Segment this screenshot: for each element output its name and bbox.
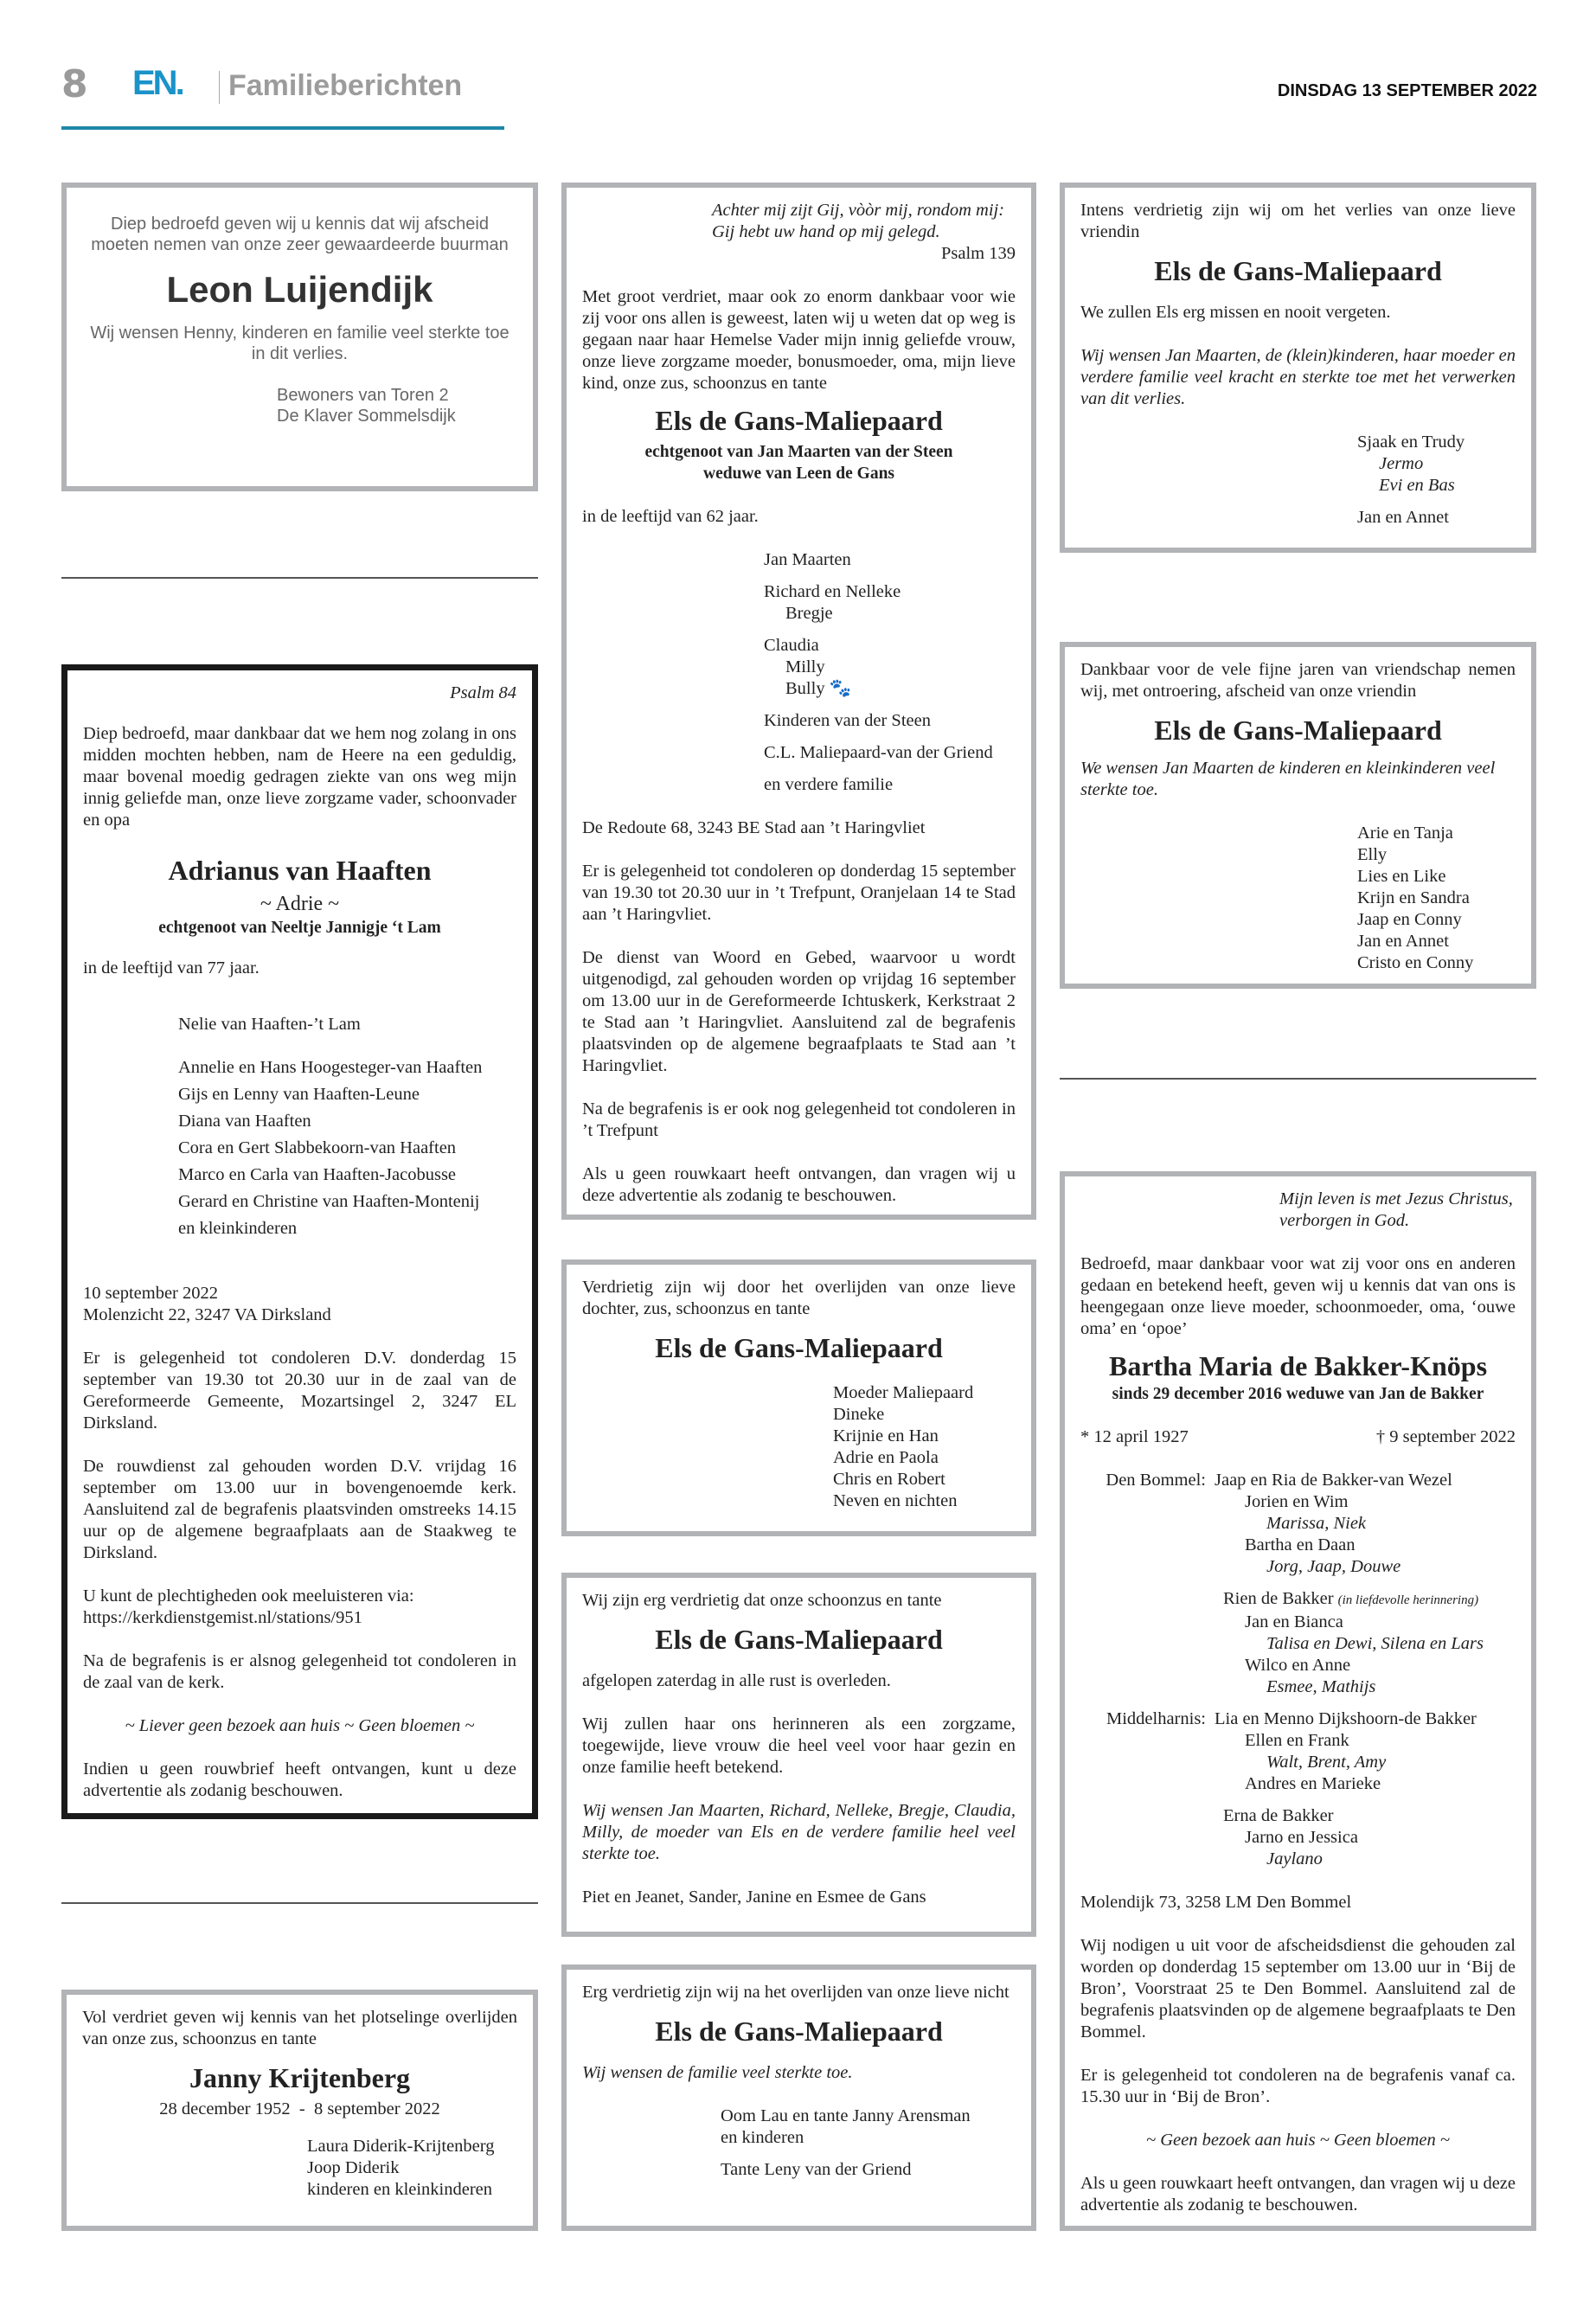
ad-intro: Bedroefd, maar dankbaar voor wat zij voor ons en anderen gedaan en betekend heeft, geven wij u kennis dat van ons is heengegaan onze lieve moeder, schoonmoeder, oma, ‘ouwe oma’ en ‘opoe’ bbox=[1080, 1254, 1516, 1338]
after-info: Na de begrafenis is er ook nog gelegenheid tot condoleren in ’t Trefpunt bbox=[582, 1099, 1016, 1140]
column-divider bbox=[61, 1902, 538, 1904]
ad-janny-krijtenberg bbox=[61, 1990, 538, 2231]
ad-signature bbox=[1080, 823, 1516, 974]
home-address: Molenzicht 22, 3247 VA Dirksland bbox=[83, 1305, 331, 1324]
family-member: Jaylano bbox=[1266, 1849, 1323, 1868]
ad-intro: Vol verdriet geven wij kennis van het plotselinge overlijden van onze zus, schoonzus en tante bbox=[82, 2008, 517, 2048]
spouse-line: echtgenoot van Neeltje Jannigje ‘t Lam bbox=[158, 919, 441, 937]
ad-els-de-gans-schoonfamilie bbox=[561, 1573, 1036, 1937]
signature-line: Sjaak en Trudy bbox=[1357, 433, 1465, 452]
deceased-name: Els de Gans-Maliepaard bbox=[655, 405, 943, 436]
life-dates bbox=[1080, 1426, 1516, 1448]
verse-line: verborgen in God. bbox=[1279, 1211, 1410, 1230]
column-divider bbox=[61, 577, 538, 579]
ad-signature: Piet en Jeanet, Sander, Janine en Esmee de Gans bbox=[582, 1888, 926, 1907]
header-underline bbox=[61, 126, 504, 130]
family-member: Milly bbox=[785, 657, 825, 676]
ad-wish: We wensen Jan Maarten de kinderen en kleinkinderen veel sterkte toe. bbox=[1080, 759, 1496, 799]
condolence-info: Er is gelegenheid tot condoleren D.V. donderdag 15 september van 19.30 tot 20.30 uur in de zaal van de Gereformeerde Gemeente, Mozartsingel 2, 3247 EL Dirksland. bbox=[83, 1349, 516, 1433]
closing-note: Als u geen rouwkaart heeft ontvangen, dan vragen wij u deze advertentie als zodanig te beschouwen. bbox=[582, 1164, 1016, 1205]
life-dates: 28 december 1952 - 8 september 2022 bbox=[159, 2099, 440, 2118]
deceased-name: Janny Krijtenberg bbox=[189, 2062, 411, 2093]
nickname: ~ Adrie ~ bbox=[260, 893, 340, 915]
ad-signature bbox=[1080, 432, 1516, 529]
signature-line: Jaap en Conny bbox=[1357, 910, 1462, 929]
ad-wish: Wij wensen de familie veel sterkte toe. bbox=[582, 2063, 853, 2082]
ad-intro: Diep bedroefd geven wij u kennis dat wij afscheid moeten nemen van onze zeer gewaardeerde buurman bbox=[91, 215, 509, 254]
ad-els-moeder bbox=[561, 1259, 1036, 1536]
death-date: † 9 september 2022 bbox=[1375, 1427, 1516, 1446]
header-divider bbox=[219, 71, 220, 104]
family-member: Wilco en Anne bbox=[1245, 1656, 1351, 1675]
family-member: Gerard en Christine van Haaften-Montenij bbox=[178, 1192, 480, 1211]
family-member: en verdere familie bbox=[764, 775, 894, 794]
ad-wish: Wij wensen Jan Maarten, Richard, Nelleke, Bregje, Claudia, Milly, de moeder van Els en de verdere familie heel veel sterkte toe. bbox=[582, 1801, 1016, 1863]
widow-line: sinds 29 december 2016 weduwe van Jan de Bakker bbox=[1112, 1385, 1484, 1403]
family-member: Annelie en Hans Hoogesteger-van Haaften bbox=[178, 1058, 483, 1077]
condolence-info: Er is gelegenheid tot condoleren op donderdag 15 september van 19.30 tot 20.30 uur in ’t Trefpunt, Oranjelaan 14 te Stad aan ’t Haringvliet. bbox=[582, 862, 1016, 924]
death-date: 10 september 2022 bbox=[83, 1284, 218, 1303]
ad-wish: Wij wensen Henny, kinderen en familie veel sterkte toe in dit verlies. bbox=[90, 324, 510, 363]
ad-intro: Dankbaar voor de vele fijne jaren van vriendschap nemen wij, met ontroering, afscheid van onze vriendin bbox=[1080, 660, 1516, 701]
psalm-ref: Psalm 139 bbox=[941, 244, 1016, 263]
newspaper-logo: EN. bbox=[132, 64, 183, 102]
family-member: Talisa en Dewi, Silena en Lars bbox=[1266, 1634, 1484, 1653]
family-member: Richard en Nelleke bbox=[764, 582, 901, 601]
signature-line: Krijnie en Han bbox=[833, 1426, 939, 1445]
ad-signature bbox=[582, 1382, 1016, 1512]
ad-text: afgelopen zaterdag in alle rust is overleden. bbox=[582, 1671, 891, 1690]
family-member: Marco en Carla van Haaften-Jacobusse bbox=[178, 1165, 457, 1184]
family-member: Kinderen van der Steen bbox=[764, 711, 931, 730]
place-label: Den Bommel: bbox=[1106, 1471, 1206, 1490]
ad-intro: Erg verdrietig zijn wij na het overlijden van onze lieve nicht bbox=[582, 1983, 1010, 2002]
family-member: Marissa, Niek bbox=[1266, 1514, 1367, 1533]
no-visit-note: ~ Liever geen bezoek aan huis ~ Geen bloemen ~ bbox=[125, 1716, 475, 1735]
family-member: Jaap en Ria de Bakker-van Wezel bbox=[1215, 1471, 1452, 1490]
column-divider bbox=[1060, 1078, 1536, 1080]
listen-info: U kunt de plechtigheden ook meeluisteren via: bbox=[83, 1586, 414, 1606]
no-visit-note: ~ Geen bezoek aan huis ~ Geen bloemen ~ bbox=[1146, 2131, 1450, 2150]
deceased-name: Els de Gans-Maliepaard bbox=[655, 1332, 943, 1363]
signature-line: Dineke bbox=[833, 1405, 885, 1424]
signature-line: Laura Diderik-Krijtenberg bbox=[307, 2137, 495, 2156]
age-line: in de leeftijd van 77 jaar. bbox=[83, 958, 260, 977]
ad-signature bbox=[582, 2106, 1016, 2181]
family-list bbox=[582, 549, 1016, 796]
ad-els-de-gans-family bbox=[561, 183, 1036, 1220]
ad-intro: Verdrietig zijn wij door het overlijden van onze lieve dochter, zus, schoonzus en tante bbox=[582, 1278, 1016, 1318]
signature-line: Lies en Like bbox=[1357, 867, 1446, 886]
ad-text: We zullen Els erg missen en nooit vergeten. bbox=[1080, 303, 1391, 322]
family-member: Bregje bbox=[785, 604, 833, 623]
family-member: Esmee, Mathijs bbox=[1266, 1677, 1376, 1696]
signature-line: Krijn en Sandra bbox=[1357, 888, 1470, 907]
psalm-ref: Psalm 84 bbox=[450, 683, 516, 702]
signature-line: Cristo en Conny bbox=[1357, 953, 1474, 972]
condolence-info: Er is gelegenheid tot condoleren na de begrafenis vanaf ca. 15.30 uur in ‘Bij de Bron’. bbox=[1080, 2066, 1516, 2106]
signature-line: Tante Leny van der Griend bbox=[721, 2160, 912, 2179]
family-list bbox=[1080, 1470, 1516, 1870]
deceased-name: Els de Gans-Maliepaard bbox=[1154, 255, 1442, 286]
ad-wish: Wij wensen Jan Maarten, de (klein)kinderen, haar moeder en verdere familie veel kracht en sterkte toe met het verwerken van dit verlies. bbox=[1080, 346, 1516, 408]
deceased-name: Leon Luijendijk bbox=[166, 269, 433, 310]
memorial-note: (in liefdevolle herinnering) bbox=[1337, 1593, 1479, 1607]
section-title: Familieberichten bbox=[228, 69, 463, 102]
verse-line: Mijn leven is met Jezus Christus, bbox=[1279, 1189, 1513, 1208]
deceased-name: Bartha Maria de Bakker-Knöps bbox=[1108, 1350, 1488, 1381]
after-info: Na de begrafenis is er alsnog gelegenheid tot condoleren in de zaal van de kerk. bbox=[83, 1651, 516, 1692]
signature-line: Oom Lau en tante Janny Arensman bbox=[721, 2106, 971, 2125]
family-list bbox=[83, 1014, 516, 1240]
closing-note: Als u geen rouwkaart heeft ontvangen, dan vragen wij u deze advertentie als zodanig te beschouwen. bbox=[1080, 2174, 1516, 2214]
closing-note: Indien u geen rouwbrief heeft ontvangen, kunt u deze advertentie als zodanig beschouwen. bbox=[83, 1759, 516, 1800]
pet-name: Bully bbox=[785, 679, 825, 698]
deceased-name: Adrianus van Haaften bbox=[168, 855, 432, 886]
family-member: Ellen en Frank bbox=[1245, 1731, 1349, 1750]
verse-line: Achter mij zijt Gij, vòòr mij, rondom mij: bbox=[712, 201, 1005, 220]
signature-line: en kinderen bbox=[721, 2128, 804, 2147]
ad-intro: Met groot verdriet, maar ook zo enorm dankbaar voor wie zij voor ons allen is geweest, laten wij u weten dat op weg is gegaan naar haar Hemelse Vader mijn innig geliefde vrouw, onze lieve zorgzame moeder, bonusmoeder, oma, mijn lieve kind, onze zus, schoonzus en tante bbox=[582, 287, 1016, 393]
ad-bartha-de-bakker bbox=[1060, 1171, 1536, 2231]
ad-adrianus-van-haaften bbox=[61, 664, 538, 1819]
signature-line: Jan en Annet bbox=[1357, 508, 1449, 527]
signature-line: Chris en Robert bbox=[833, 1470, 945, 1489]
family-member bbox=[764, 678, 1016, 700]
signature-line: De Klaver Sommelsdijk bbox=[277, 407, 456, 426]
paw-icon: 🐾 bbox=[829, 679, 852, 698]
family-member: Bartha en Daan bbox=[1245, 1535, 1356, 1554]
issue-date: DINSDAG 13 SEPTEMBER 2022 bbox=[1277, 81, 1537, 100]
ad-els-vriendin-arie bbox=[1060, 642, 1536, 989]
home-address: De Redoute 68, 3243 BE Stad aan ’t Haringvliet bbox=[582, 818, 926, 837]
deceased-name: Els de Gans-Maliepaard bbox=[655, 1624, 943, 1655]
signature-line: kinderen en kleinkinderen bbox=[307, 2180, 493, 2199]
ad-els-nicht bbox=[561, 1965, 1036, 2231]
family-member: Jan Maarten bbox=[764, 550, 851, 569]
family-member: Claudia bbox=[764, 636, 819, 655]
signature-line: Bewoners van Toren 2 bbox=[277, 386, 449, 405]
spouse-line: echtgenoot van Jan Maarten van der Steen bbox=[644, 443, 953, 461]
signature-line: Moeder Maliepaard bbox=[833, 1383, 974, 1402]
family-member: en kleinkinderen bbox=[178, 1219, 298, 1238]
family-member: Walt, Brent, Amy bbox=[1266, 1753, 1387, 1772]
family-member: Jarno en Jessica bbox=[1245, 1828, 1358, 1847]
deceased-name: Els de Gans-Maliepaard bbox=[655, 2016, 943, 2047]
signature-line: Jan en Annet bbox=[1357, 932, 1449, 951]
family-member: Jorien en Wim bbox=[1245, 1492, 1349, 1511]
ad-signature bbox=[82, 385, 517, 426]
family-member: Nelie van Haaften-’t Lam bbox=[178, 1015, 361, 1034]
ad-text: Wij zullen haar ons herinneren als een zorgzame, toegewijde, lieve vrouw die heel veel voor haar gezin en onze familie heeft betekend. bbox=[582, 1715, 1016, 1777]
signature-line: Adrie en Paola bbox=[833, 1448, 939, 1467]
family-member: C.L. Maliepaard-van der Griend bbox=[764, 743, 993, 762]
service-info: De rouwdienst zal gehouden worden D.V. vrijdag 16 september om 13.00 uur in bovengenoemde kerk. Aansluitend zal de begrafenis plaatsvinden omstreeks 14.15 uur op de algemene begraafplaats aan de Staakweg te Dirksland. bbox=[83, 1457, 516, 1562]
family-member: Gijs en Lenny van Haaften-Leune bbox=[178, 1085, 420, 1104]
ad-intro: Wij zijn erg verdrietig dat onze schoonzus en tante bbox=[582, 1591, 942, 1610]
family-member: Rien de Bakker bbox=[1223, 1589, 1334, 1608]
age-line: in de leeftijd van 62 jaar. bbox=[582, 507, 759, 526]
page-number: 8 bbox=[61, 62, 88, 106]
family-member: Jorg, Jaap, Douwe bbox=[1266, 1557, 1401, 1576]
verse-line: Gij hebt uw hand op mij gelegd. bbox=[712, 222, 940, 241]
widow-line: weduwe van Leen de Gans bbox=[702, 465, 895, 483]
signature-line: Neven en nichten bbox=[833, 1491, 958, 1510]
signature-line: Arie en Tanja bbox=[1357, 824, 1453, 843]
family-member: Jan en Bianca bbox=[1245, 1612, 1343, 1631]
stream-link[interactable]: https://kerkdienstgemist.nl/stations/951 bbox=[83, 1608, 362, 1627]
ad-els-vriendin-sjaak bbox=[1060, 183, 1536, 553]
ad-intro: Diep bedroefd, maar dankbaar dat we hem nog zolang in ons midden mochten hebben, nam de Heere na een geduldig, maar bovenal moedig gedragen ziekte van ons weg mijn innig geliefde man, onze lieve zorgzame vader, schoonvader en opa bbox=[83, 724, 516, 830]
service-info: De dienst van Woord en Gebed, waarvoor u wordt uitgenodigd, zal gehouden worden op vrijdag 16 september om 13.00 uur in de Gereformeerde Ichtuskerk, Kerkstraat 2 te Stad aan ’t Haringvliet. Aansluitend zal de begrafenis plaatsvinden op de algemene begraafplaats te Stad aan ’t Haringvliet. bbox=[582, 948, 1016, 1075]
deceased-name: Els de Gans-Maliepaard bbox=[1154, 715, 1442, 746]
family-member: Cora en Gert Slabbekoorn-van Haaften bbox=[178, 1138, 457, 1157]
place-label: Middelharnis: bbox=[1106, 1709, 1206, 1728]
family-member: Lia en Menno Dijkshoorn-de Bakker bbox=[1215, 1709, 1477, 1728]
family-member: Andres en Marieke bbox=[1245, 1774, 1381, 1793]
ad-intro: Intens verdrietig zijn wij om het verlies van onze lieve vriendin bbox=[1080, 201, 1516, 241]
signature-line: Joop Diderik bbox=[307, 2158, 400, 2177]
signature-line: Jermo bbox=[1379, 454, 1424, 473]
signature-line: Elly bbox=[1357, 845, 1388, 864]
ad-signature bbox=[82, 2136, 517, 2201]
ad-leon-luijendijk bbox=[61, 183, 538, 491]
birth-date: * 12 april 1927 bbox=[1080, 1427, 1189, 1446]
home-address: Molendijk 73, 3258 LM Den Bommel bbox=[1080, 1893, 1352, 1912]
family-member: Erna de Bakker bbox=[1223, 1806, 1334, 1825]
signature-line: Evi en Bas bbox=[1379, 476, 1455, 495]
family-member: Diana van Haaften bbox=[178, 1112, 311, 1131]
service-info: Wij nodigen u uit voor de afscheidsdienst die gehouden zal worden op donderdag 15 september om 13.00 uur in ‘Bij de Bron’, Voorstraat 25 te Den Bommel. Aansluitend zal de begrafenis plaatsvinden op de algemene begraafplaats te Den Bommel. bbox=[1080, 1936, 1516, 2041]
